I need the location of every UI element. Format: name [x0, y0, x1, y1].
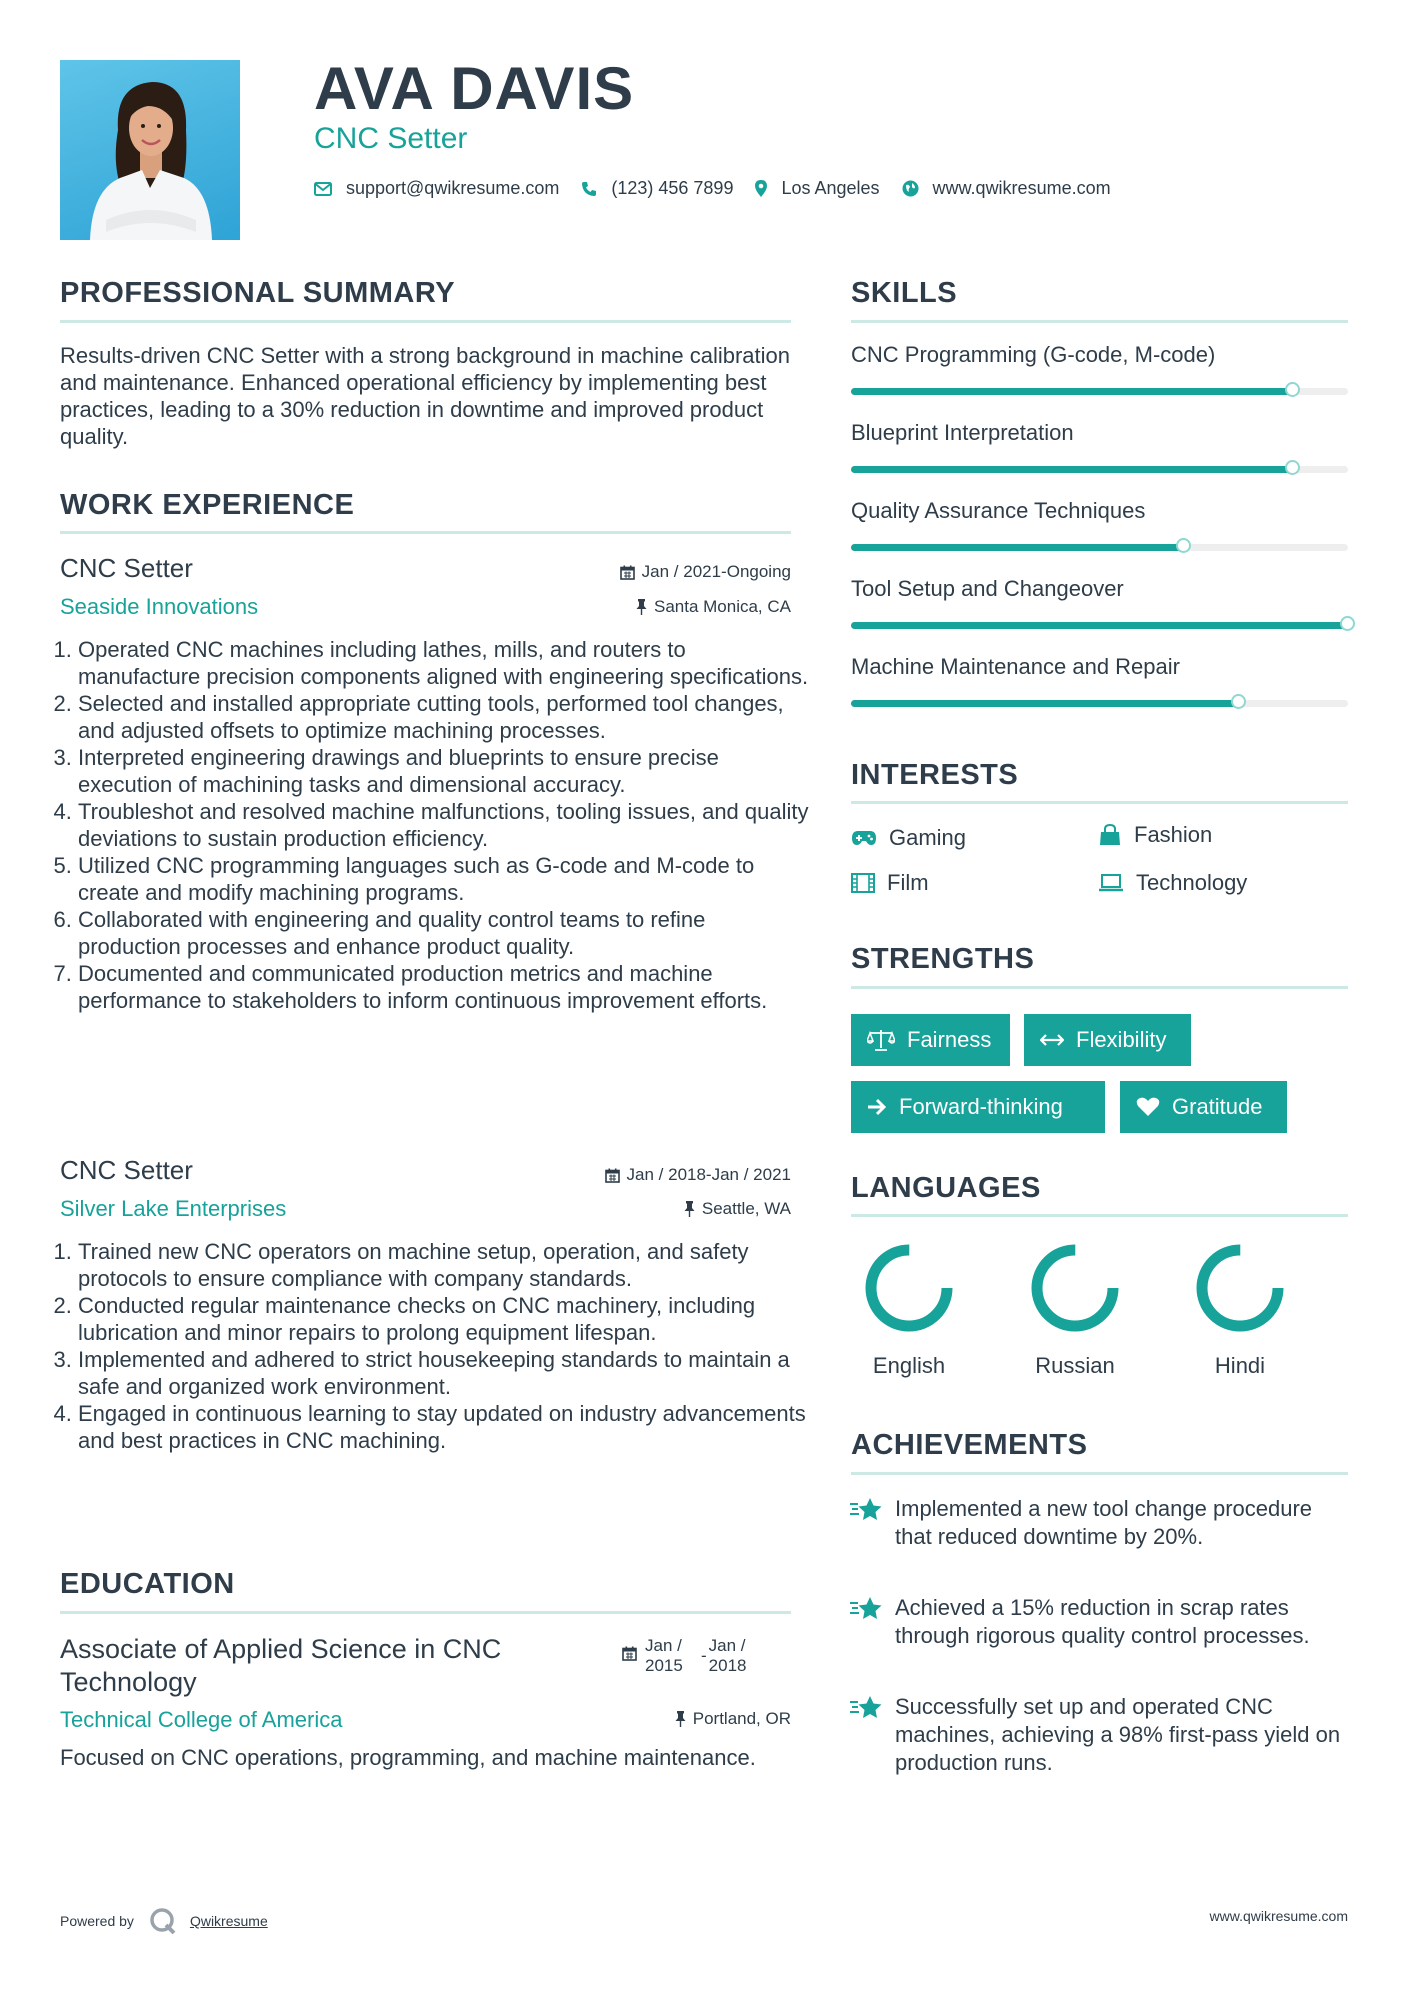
job-bullets — [60, 636, 809, 1014]
job-dates-text: Jan / 2018-Jan / 2021 — [626, 1165, 791, 1184]
skill-bar-knob — [1285, 460, 1300, 475]
skills-divider — [851, 320, 1348, 323]
job-title: CNC Setter — [60, 1155, 193, 1185]
strength-label: Gratitude — [1172, 1094, 1263, 1119]
pushpin-icon — [675, 1711, 686, 1727]
education-end — [709, 1636, 757, 1676]
strength-forward-thinking — [851, 1081, 1105, 1133]
summary-text: Results-driven CNC Setter with a strong background in machine calibration and maintenance. Enhanced operational efficiency by implementing best practices, leading to a 30% reduction in downtime and improved product quality. — [60, 343, 791, 449]
experience-heading: WORK EXPERIENCE — [60, 489, 355, 521]
contact-phone-text: (123) 456 7899 — [611, 178, 734, 198]
education-divider — [60, 1611, 791, 1614]
education-heading: EDUCATION — [60, 1568, 235, 1600]
footer-powered — [60, 1906, 268, 1936]
languages-divider — [851, 1214, 1348, 1217]
education-dates — [622, 1636, 757, 1676]
skill-bar-fill — [851, 544, 1184, 551]
film-icon — [851, 873, 875, 893]
education-degree: Associate of Applied Science in CNC Technology — [60, 1634, 502, 1697]
education-end-year: 2018 — [708, 1656, 747, 1675]
language-level-ring — [1025, 1238, 1125, 1338]
achievements-divider — [851, 1472, 1348, 1475]
skill-label: Blueprint Interpretation — [851, 420, 1074, 445]
job-dates-text: Jan / 2021-Ongoing — [641, 562, 791, 581]
education-start — [645, 1636, 693, 1676]
calendar-icon — [620, 565, 635, 580]
skill-bar — [851, 622, 1348, 629]
achievement-item — [849, 1495, 1348, 1551]
skill-bar — [851, 388, 1348, 395]
job-bullet: 6. Collaborated with engineering and quality control teams to refine production processes and enhance product quality. — [78, 906, 809, 960]
contact-website[interactable] — [902, 178, 1111, 199]
interests-divider — [851, 801, 1348, 804]
strength-gratitude — [1120, 1081, 1287, 1133]
candidate-name: AVA DAVIS — [314, 55, 635, 122]
interest-gaming — [851, 825, 966, 851]
job-bullet: 2. Selected and installed appropriate cutting tools, performed tool changes, and adjusted offsets to optimize machining processes. — [78, 690, 809, 744]
achievement-item — [849, 1693, 1348, 1777]
job-dates — [480, 562, 791, 582]
strength-label: Fairness — [907, 1027, 992, 1052]
contact-email[interactable] — [314, 178, 559, 199]
job-bullet: 4. Engaged in continuous learning to stay updated on industry advancements and best practices in CNC machining. — [78, 1400, 809, 1454]
skill-bar-knob — [1285, 382, 1300, 397]
job-bullet: 3. Interpreted engineering drawings and blueprints to ensure precise execution of machining tasks and dimensional accuracy. — [78, 744, 809, 798]
skill-bar — [851, 466, 1348, 473]
interests-heading: INTERESTS — [851, 759, 1019, 791]
skill-bar — [851, 544, 1348, 551]
arrow-right-icon — [867, 1098, 887, 1116]
phone-icon — [581, 181, 597, 197]
job-bullet: 1. Operated CNC machines including lathes, mills, and routers to manufacture precision components aligned with engineering specifications. — [78, 636, 809, 690]
gamepad-icon — [851, 830, 877, 846]
summary-divider — [60, 320, 791, 323]
footer-brand-link[interactable]: Qwikresume — [189, 1913, 268, 1929]
language-level-arc — [871, 1250, 947, 1326]
interest-label: Film — [887, 870, 929, 895]
date-separator: - — [701, 1646, 707, 1665]
calendar-icon — [605, 1168, 620, 1183]
interest-label: Gaming — [889, 825, 967, 850]
strength-label: Flexibility — [1076, 1027, 1167, 1052]
achievement-item — [849, 1594, 1348, 1650]
languages-heading: LANGUAGES — [851, 1172, 1041, 1204]
star-icon — [849, 1497, 883, 1523]
skills-heading: SKILLS — [851, 277, 958, 309]
star-icon — [849, 1695, 883, 1721]
job-bullet: 7. Documented and communicated production metrics and machine performance to stakeholders to inform continuous improvement efforts. — [78, 960, 809, 1014]
globe-icon — [902, 180, 919, 197]
strength-fairness — [851, 1014, 1010, 1066]
job-bullet: 5. Utilized CNC programming languages such as G-code and M-code to create and modify machining programs. — [78, 852, 809, 906]
language-label: English — [872, 1353, 946, 1378]
job-bullet: 2. Conducted regular maintenance checks on CNC machinery, including lubrication and minor repairs to prolong equipment lifespan. — [78, 1292, 809, 1346]
strength-flexibility — [1024, 1014, 1191, 1066]
summary-heading: PROFESSIONAL SUMMARY — [60, 277, 456, 309]
achievement-text: Achieved a 15% reduction in scrap rates through rigorous quality control processes. — [895, 1595, 1310, 1648]
skill-label: Machine Maintenance and Repair — [851, 654, 1180, 679]
interest-film — [851, 870, 929, 896]
achievement-text: Successfully set up and operated CNC machines, achieving a 98% first-pass yield on production runs. — [895, 1694, 1341, 1775]
job-company: Silver Lake Enterprises — [60, 1196, 287, 1221]
language-level-ring — [859, 1238, 959, 1338]
skill-bar-fill — [851, 700, 1239, 707]
strengths-divider — [851, 986, 1348, 989]
job-location — [480, 597, 791, 617]
strengths-heading: STRENGTHS — [851, 943, 1035, 975]
footer-powered-text: Powered by — [60, 1913, 134, 1929]
skill-label: Tool Setup and Changeover — [851, 576, 1124, 601]
language-level-arc — [1037, 1250, 1113, 1326]
education-end-month: Jan / — [708, 1636, 746, 1655]
skill-bar-fill — [851, 388, 1293, 395]
heart-icon — [1136, 1097, 1160, 1117]
job-dates — [480, 1165, 791, 1185]
education-school: Technical College of America — [60, 1707, 343, 1732]
contact-website-text: www.qwikresume.com — [932, 178, 1111, 198]
job-location — [480, 1199, 791, 1219]
interest-label: Technology — [1136, 870, 1248, 895]
profile-photo — [60, 60, 240, 240]
skill-bar-fill — [851, 466, 1293, 473]
job-bullet: 3. Implemented and adhered to strict housekeeping standards to maintain a safe and organized work environment. — [78, 1346, 809, 1400]
language-level-ring — [1190, 1238, 1290, 1338]
skill-label: CNC Programming (G-code, M-code) — [851, 342, 1216, 367]
map-pin-icon — [755, 180, 767, 197]
interest-technology — [1098, 870, 1247, 896]
language-level-arc — [1202, 1250, 1278, 1326]
pushpin-icon — [636, 599, 647, 615]
skill-bar-knob — [1340, 616, 1355, 631]
skill-bar-knob — [1231, 694, 1246, 709]
skill-label: Quality Assurance Techniques — [851, 498, 1146, 523]
achievements-heading: ACHIEVEMENTS — [851, 1429, 1088, 1461]
contact-email-text: support@qwikresume.com — [346, 178, 560, 198]
contact-location-text: Los Angeles — [781, 178, 880, 198]
education-location-text: Portland, OR — [692, 1709, 791, 1728]
job-location-text: Santa Monica, CA — [653, 597, 791, 616]
person-portrait-icon — [60, 60, 240, 240]
job-location-text: Seattle, WA — [701, 1199, 791, 1218]
balance-scale-icon — [867, 1029, 895, 1051]
star-icon — [849, 1596, 883, 1622]
contact-phone[interactable] — [581, 178, 733, 199]
contact-bar — [314, 178, 1133, 199]
strength-label: Forward-thinking — [899, 1094, 1063, 1119]
achievement-text: Implemented a new tool change procedure that reduced downtime by 20%. — [895, 1496, 1313, 1549]
language-label: Hindi — [1214, 1353, 1266, 1378]
shopping-bag-icon — [1098, 824, 1122, 846]
job-bullet: 4. Troubleshot and resolved machine malfunctions, tooling issues, and quality deviations to sustain production efficiency. — [78, 798, 809, 852]
candidate-title: CNC Setter — [314, 122, 468, 155]
job-company: Seaside Innovations — [60, 594, 259, 619]
contact-location — [755, 178, 879, 199]
arrows-horizontal-icon — [1040, 1034, 1064, 1046]
qwikresume-logo-icon — [148, 1906, 178, 1936]
pushpin-icon — [684, 1201, 695, 1217]
education-start-year: 2015 — [645, 1656, 683, 1675]
skill-bar-knob — [1176, 538, 1191, 553]
calendar-icon — [622, 1646, 637, 1661]
job-bullets — [60, 1238, 809, 1454]
envelope-icon — [314, 182, 332, 196]
skill-bar — [851, 700, 1348, 707]
job-bullet: 1. Trained new CNC operators on machine setup, operation, and safety protocols to ensure compliance with company standards. — [78, 1238, 809, 1292]
skill-bar-fill — [851, 622, 1348, 629]
education-location — [480, 1709, 791, 1729]
footer-url[interactable]: www.qwikresume.com — [1209, 1908, 1348, 1924]
education-description: Focused on CNC operations, programming, and machine maintenance. — [60, 1745, 756, 1770]
interest-fashion — [1098, 822, 1212, 848]
education-start-month: Jan / — [645, 1636, 682, 1655]
experience-divider — [60, 531, 791, 534]
language-label: Russian — [1035, 1353, 1115, 1378]
interest-label: Fashion — [1134, 822, 1213, 847]
job-title: CNC Setter — [60, 553, 193, 583]
laptop-icon — [1098, 874, 1124, 892]
